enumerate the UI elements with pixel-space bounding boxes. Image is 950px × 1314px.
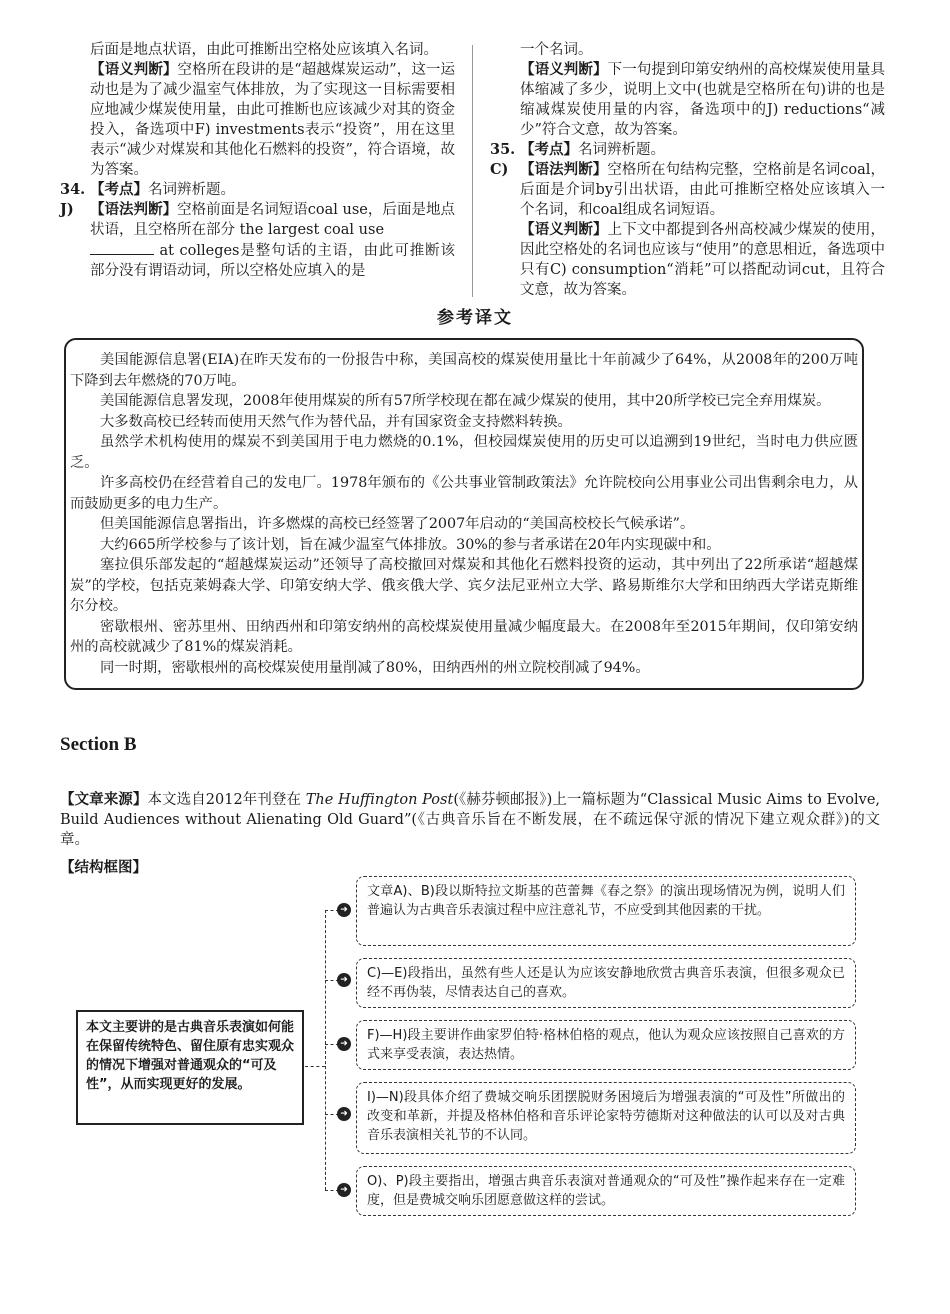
- question-35-answer: [490, 160, 885, 300]
- source-tag: 【文章来源】: [60, 791, 148, 808]
- question-35-semantic: [520, 220, 885, 300]
- question-34-header: [60, 180, 455, 200]
- translation-paragraph: 许多高校仍在经营着自己的发电厂。1978年颁布的《公共事业管制政策法》允许院校向公用事业公司出售剩余电力，从而鼓励更多的电力生产。: [70, 475, 858, 512]
- arrow-icon: ➜: [337, 1107, 351, 1121]
- question-34-option: J): [60, 201, 74, 218]
- arrow-icon: ➜: [337, 903, 351, 917]
- question-35-grammar: [520, 160, 885, 220]
- translation-box: [64, 338, 864, 690]
- translation-paragraph: 大多数高校已经转而使用天然气作为替代品，并有国家资金支持燃料转换。: [100, 413, 572, 430]
- right-paragraph-2-text: 下一句提到印第安纳州的高校煤炭使用量具体缩减了多少，说明上文中(也就是空格所在句)讲的也是缩减煤炭使用量的内容，备选项中的J) reductions“减少”符合文意，故为答案。: [520, 62, 885, 138]
- structure-box-1: 文章A)、B)段以斯特拉文斯基的芭蕾舞《春之祭》的演出现场情况为例，说明人们普遍认为古典音乐表演过程中应注意礼节，不应受到其他因素的干扰。: [356, 876, 856, 946]
- semantic-judgment-tag: 【语义判断】: [90, 61, 178, 78]
- translation-paragraph: 美国能源信息署(EIA)在昨天发布的一份报告中称，美国高校的煤炭使用量比十年前减少了64%，从2008年的200万吨下降到去年燃烧的70万吨。: [70, 352, 858, 389]
- grammar-judgment-tag: 【语法判断】: [520, 161, 608, 178]
- column-divider: [472, 45, 473, 297]
- translation-paragraph: 虽然学术机构使用的煤炭不到美国用于电力燃烧的0.1%，但校园煤炭使用的历史可以追溯到19世纪，当时电力供应匮乏。: [70, 434, 858, 471]
- question-35-option: C): [490, 161, 509, 178]
- question-34-type: 名词辨析题。: [148, 182, 235, 198]
- grammar-judgment-text-a: 空格前面是名词短语coal use，后面是地点状语，且空格所在部分 the largest coal use: [90, 202, 455, 238]
- source-text-b: (《赫芬顿邮报》)上一篇标题为“Classical Music Aims to Evolve, Build Audiences without Alienating Old Guard”(《古典音乐旨在不断发展，在不疏远保守派的情况下建立观众群》)的文章。: [60, 792, 881, 848]
- source-text-a: 本文选自2012年刊登在: [147, 792, 302, 808]
- key-point-tag: 【考点】: [520, 141, 578, 158]
- grammar-judgment-text-b: at colleges是整句话的主语，由此可推断该部分没有谓语动词，所以空格处应填入的是: [90, 243, 456, 279]
- section-b-heading: Section B: [60, 734, 137, 755]
- question-35-header: [490, 140, 885, 160]
- question-35-type: 名词辨析题。: [578, 142, 665, 158]
- main-idea-box: 本文主要讲的是古典音乐表演如何能在保留传统特色、留住原有忠实观众的情况下增强对普通观众的“可及性”，从而实现更好的发展。: [76, 1010, 304, 1125]
- right-column: [490, 40, 885, 300]
- blank-line: [90, 240, 154, 255]
- right-paragraph-2: [490, 60, 885, 140]
- grammar-judgment-text: 空格所在句结构完整，空格前是名词coal，后面是介词by引出状语，由此可推断空格处应该填入一个名词，和coal组成名词短语。: [520, 162, 885, 218]
- translation-paragraph: 大约665所学校参与了该计划，旨在减少温室气体排放。30%的参与者承诺在20年内实现碳中和。: [100, 536, 721, 553]
- left-paragraph-2-text: 空格所在段讲的是“超越煤炭运动”，这一运动也是为了减少温室气体排放，为了实现这一目标需要相应地减少煤炭使用量，由此可推断也应该减少对其的资金投入，备选项中F) investments表示“投资”，用在这里表示“减少对煤炭和其他化石燃料的投资”，符合语境，故为答案。: [90, 62, 456, 178]
- right-paragraph-1: 一个名词。: [520, 42, 593, 58]
- question-34-answer: [60, 200, 455, 281]
- structure-box-2: C)—E)段指出，虽然有些人还是认为应该安静地欣赏古典音乐表演，但很多观众已经不再伪装，尽情表达自己的喜欢。: [356, 958, 856, 1008]
- article-source: [60, 790, 880, 850]
- structure-box-5: O)、P)段主要指出，增强古典音乐表演对普通观众的“可及性”操作起来存在一定难度，但是费城交响乐团愿意做这样的尝试。: [356, 1166, 856, 1216]
- semantic-judgment-tag: 【语义判断】: [520, 61, 608, 78]
- key-point-tag: 【考点】: [90, 181, 148, 198]
- left-paragraph-1: 后面是地点状语，由此可推断出空格处应该填入名词。: [90, 42, 438, 58]
- grammar-judgment-tag: 【语法判断】: [90, 201, 178, 218]
- question-35-number: 35.: [490, 141, 516, 158]
- translation-paragraph: 密歇根州、密苏里州、田纳西州和印第安纳州的高校煤炭使用量减少幅度最大。在2008年至2015年期间，仅印第安纳州的高校就减少了81%的煤炭消耗。: [70, 618, 858, 655]
- publication-name: The Huffington Post: [305, 792, 454, 808]
- arrow-icon: ➜: [337, 1183, 351, 1197]
- semantic-judgment-text: 上下文中都提到各州高校减少煤炭的使用，因此空格处的名词也应该与“使用”的意思相近，备选项中只有C) consumption“消耗”可以搭配动词cut，且符合文意，故为答案。: [520, 222, 885, 298]
- structure-diagram-label: 【结构框图】: [60, 859, 147, 876]
- translation-paragraph: 美国能源信息署发现，2008年使用煤炭的所有57所学校现在都在减少煤炭的使用，其中20所学校已完全弃用煤炭。: [100, 393, 831, 409]
- connector-trunk: [325, 910, 326, 1190]
- left-paragraph-2: [60, 60, 455, 180]
- translation-paragraph: 但美国能源信息署指出，许多燃煤的高校已经签署了2007年启动的“美国高校校长气候承诺”。: [100, 516, 695, 532]
- translation-paragraph: 同一时期，密歇根州的高校煤炭使用量削减了80%，田纳西州的州立院校削减了94%。: [100, 659, 650, 676]
- left-column: [60, 40, 455, 281]
- semantic-judgment-tag: 【语义判断】: [520, 221, 608, 238]
- question-34-explanation: [90, 200, 455, 281]
- translation-title: 参考译文: [437, 308, 513, 328]
- connector-line: [305, 1066, 325, 1067]
- arrow-icon: ➜: [337, 1037, 351, 1051]
- question-34-number: 34.: [60, 181, 86, 198]
- translation-paragraph: 塞拉俱乐部发起的“超越煤炭运动”还领导了高校撤回对煤炭和其他化石燃料投资的运动，其中列出了22所承诺“超越煤炭”的学校，包括克莱姆森大学、印第安纳大学、俄亥俄大学、宾夕法尼亚州立大学、路易斯维尔大学和田纳西大学诺克斯维尔分校。: [70, 557, 858, 614]
- arrow-icon: ➜: [337, 973, 351, 987]
- structure-box-4: I)—N)段具体介绍了费城交响乐团摆脱财务困境后为增强表演的“可及性”所做出的改变和革新，并提及格林伯格和音乐评论家特劳德斯对这种做法的认可以及对古典音乐表演相关礼节的不认同。: [356, 1082, 856, 1154]
- structure-box-3: F)—H)段主要讲作曲家罗伯特·格林伯格的观点，他认为观众应该按照自己喜欢的方式来享受表演，表达热情。: [356, 1020, 856, 1070]
